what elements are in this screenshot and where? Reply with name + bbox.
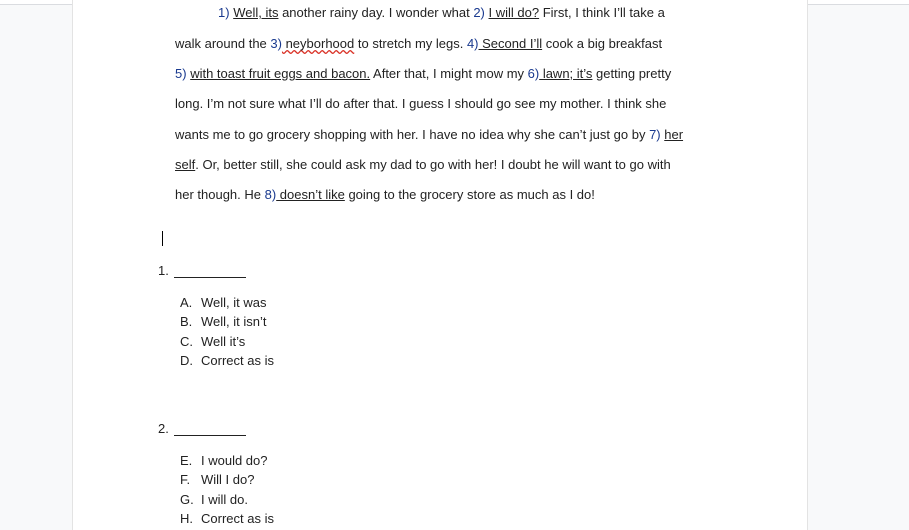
text-cursor [162, 231, 163, 246]
text-run: to stretch my legs. [354, 36, 467, 51]
option-letter: A. [180, 295, 193, 310]
paragraph-line-4 [175, 96, 666, 112]
option-text: I would do? [201, 453, 268, 468]
item-number-1: 1) [218, 5, 230, 20]
paragraph-line-7 [175, 187, 595, 203]
option-letter: E. [180, 453, 193, 468]
underlined-phrase-7b: self [175, 157, 196, 172]
text-run: going to the grocery store as much as I do! [344, 187, 595, 202]
text-run: cook a big breakfast [542, 36, 663, 51]
item-number-5: 5) [175, 66, 187, 81]
text-run: another rainy day. I wonder what [278, 5, 474, 20]
question-2-option-f[interactable] [180, 472, 254, 488]
paragraph-line-6 [175, 157, 671, 173]
question-2-option-e[interactable] [180, 453, 268, 469]
text-run: . Or, better still, she could ask my dad to go with her! I doubt he will want to go with [195, 157, 671, 172]
paragraph-line-5 [175, 127, 683, 143]
option-letter: H. [180, 511, 193, 526]
question-1-option-c[interactable] [180, 334, 245, 350]
underlined-phrase-4: Second I’ll [478, 36, 543, 51]
question-1-blank[interactable] [174, 277, 246, 278]
paragraph-line-2 [175, 36, 662, 52]
underlined-phrase-2: I will do? [488, 5, 540, 20]
item-number-7: 7) [649, 127, 661, 142]
option-letter: G. [180, 492, 194, 507]
option-letter: C. [180, 334, 193, 349]
item-number-4: 4) [466, 36, 479, 51]
item-number-3: 3) [270, 36, 282, 51]
text-run: First, I think I’ll take a [539, 5, 665, 20]
item-number-6: 6) [527, 66, 540, 81]
underlined-phrase-6: lawn; it’s [539, 66, 593, 81]
text-run: After that, I might mow my [370, 66, 528, 81]
option-text: Will I do? [201, 472, 255, 487]
option-letter: D. [180, 353, 193, 368]
text-run: wants me to go grocery shopping with her. I have no idea why she can’t just go by [175, 127, 650, 142]
text-run: getting pretty [592, 66, 672, 81]
option-text: Well, it was [201, 295, 267, 310]
underlined-phrase-8: doesn’t like [276, 187, 345, 202]
question-1-option-a[interactable] [180, 295, 267, 311]
underlined-phrase-5: with toast fruit eggs and bacon. [190, 66, 371, 81]
text-run: her though. He [175, 187, 265, 202]
paragraph-line-3 [175, 66, 671, 82]
question-1-option-b[interactable] [180, 314, 267, 330]
question-2-option-h[interactable] [180, 511, 274, 527]
text-run: walk around the [175, 36, 271, 51]
question-2-blank[interactable] [174, 435, 246, 436]
question-2-number: 2. [158, 421, 169, 436]
option-text: I will do. [201, 492, 248, 507]
option-text: Well it’s [201, 334, 246, 349]
option-letter: B. [180, 314, 193, 329]
item-number-2: 2) [473, 5, 485, 20]
question-1-option-d[interactable] [180, 353, 274, 369]
underlined-phrase-1: Well, its [233, 5, 279, 20]
option-text: Correct as is [201, 511, 274, 526]
item-number-8: 8) [264, 187, 277, 202]
underlined-phrase-7a: her [664, 127, 684, 142]
underlined-phrase-3-misspelled[interactable]: neyborhood [281, 36, 355, 51]
question-2-option-g[interactable] [180, 492, 248, 508]
option-text: Well, it isn’t [201, 314, 267, 329]
option-letter: F. [180, 472, 191, 487]
option-text: Correct as is [201, 353, 274, 368]
text-run: long. I’m not sure what I’ll do after that. I guess I should go see my mother. I think she [175, 96, 667, 111]
paragraph-line-1 [218, 5, 665, 21]
question-1-number: 1. [158, 263, 169, 278]
